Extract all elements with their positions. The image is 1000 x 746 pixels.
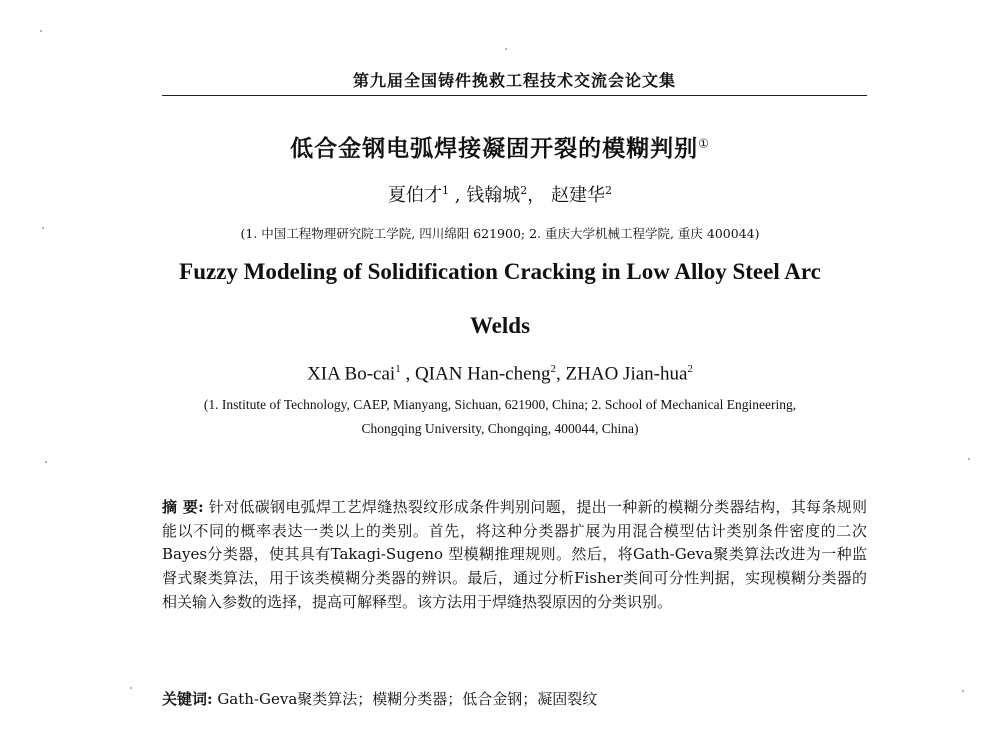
author-affil-sup: 1 (395, 363, 401, 375)
author-separator: , (556, 363, 566, 385)
chinese-authors (0, 181, 1000, 207)
author-name: 钱翰城 (466, 185, 521, 206)
english-affiliation-line1: (1. Institute of Technology, CAEP, Mianyang, Sichuan, 621900, China; 2. School of Mechanical Engineering, (203, 397, 797, 412)
abstract-paragraph (162, 496, 867, 615)
author-name: ZHAO Jian-hua (565, 363, 688, 385)
author-name: 夏伯才 (388, 185, 443, 206)
header-rule (162, 95, 867, 96)
scan-speck (962, 690, 964, 692)
english-title-line2: Welds (469, 313, 531, 338)
scan-speck (42, 227, 44, 229)
author-affil-sup: 2 (687, 363, 693, 375)
author-affil-sup: 2 (550, 363, 557, 375)
author-name: XIA Bo-cai (307, 363, 396, 385)
scan-speck (45, 461, 47, 463)
english-affiliation-line2: Chongqing University, Chongqing, 400044, China) (361, 421, 639, 436)
keywords-line (162, 688, 867, 709)
scan-speck (968, 458, 970, 460)
author-affil-sup: 1 (442, 184, 450, 197)
author-affil-sup: 2 (520, 184, 528, 197)
chinese-title (0, 130, 1000, 163)
scan-speck (505, 48, 507, 50)
abstract-label: 摘 要: (162, 498, 204, 516)
author-name: QIAN Han-cheng (414, 363, 551, 385)
author-separator: , (400, 363, 415, 385)
scan-speck (130, 687, 132, 689)
author-separator: , (449, 185, 461, 206)
chinese-affiliation: (1. 中国工程物理研究院工学院, 四川绵阳 621900; 2. 重庆大学机械工程学院, 重庆 400044) (240, 226, 760, 241)
scan-speck (40, 30, 42, 32)
keywords-label: 关键词: (162, 690, 213, 708)
keywords-text: Gath-Geva聚类算法；模糊分类器；低合金钢；凝固裂纹 (212, 690, 598, 708)
author-separator: ， (527, 185, 546, 206)
english-authors (0, 363, 1000, 385)
footnote-mark: ① (698, 136, 710, 151)
running-header: 第九届全国铸件挽救工程技术交流会论文集 (352, 71, 676, 90)
chinese-title-text: 低合金钢电弧焊接凝固开裂的模糊判别 (290, 135, 699, 162)
abstract-text: 针对低碳钢电弧焊工艺焊缝热裂纹形成条件判别问题，提出一种新的模糊分类器结构，其每条规则能以不同的概率表达一类以上的类别。首先，将这种分类器扩展为用混合模型估计类别条件密度的二次Bayes分类器，使其具有Takagi-Sugeno 型模糊推理规则。然后，将Gath-Geva聚类算法改进为一种监督式聚类算法，用于该类模糊分类器的辨识。最后，通过分析Fisher类间可分性判据，实现模糊分类器的相关输入参数的选择，提高可解释型。该方法用于焊缝热裂原因的分类识别。 (162, 498, 867, 611)
english-title-line1: Fuzzy Modeling of Solidification Cracking in Low Alloy Steel Arc (179, 259, 821, 284)
author-name: 赵建华 (550, 185, 605, 206)
author-affil-sup: 2 (604, 184, 612, 197)
